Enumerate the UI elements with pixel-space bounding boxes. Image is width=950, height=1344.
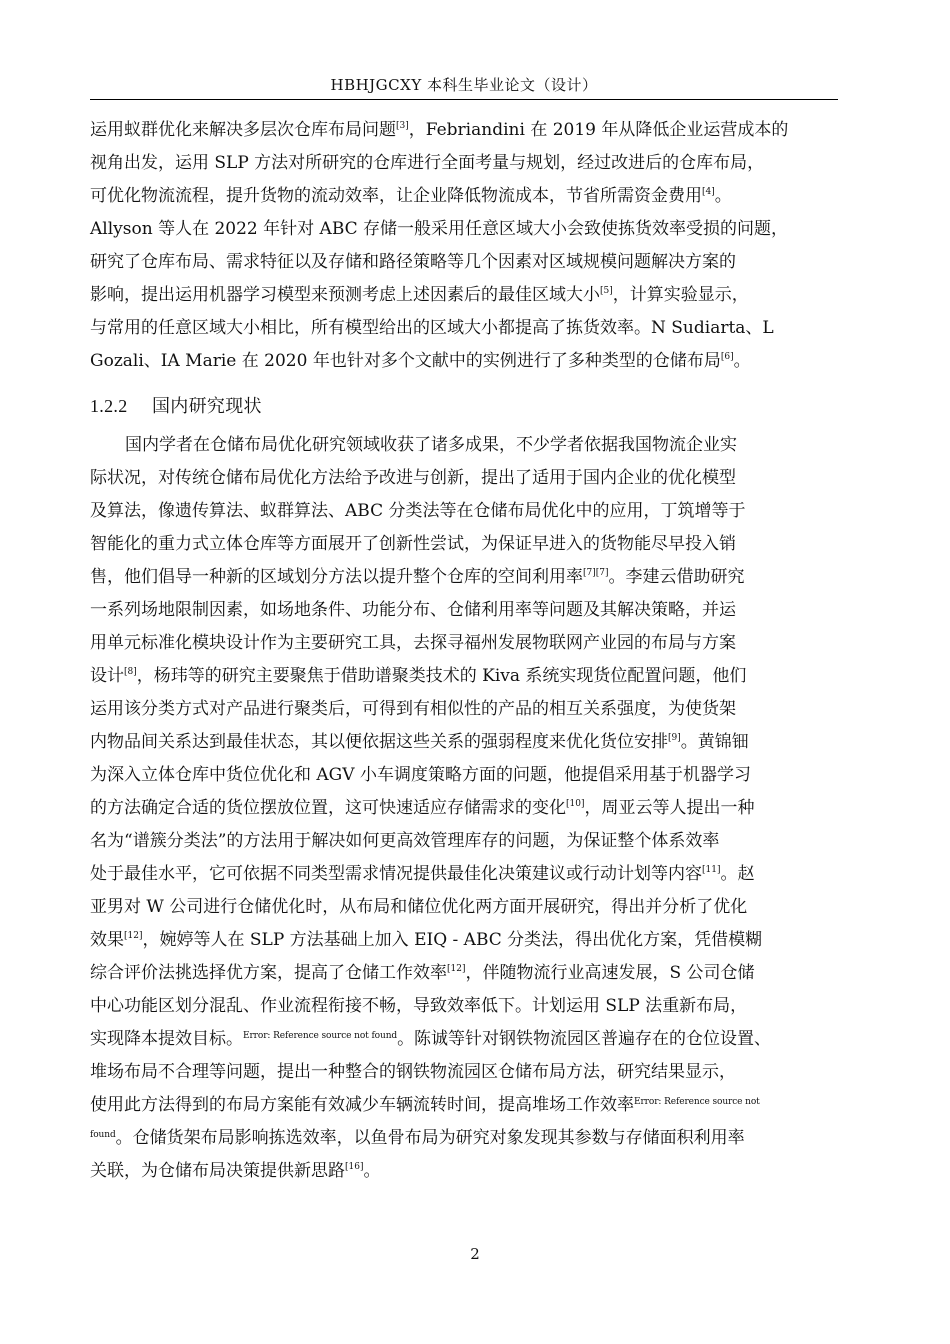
text-line <box>90 693 838 726</box>
text-line <box>90 858 838 891</box>
text-line <box>90 726 838 759</box>
citation: [3] <box>396 121 409 131</box>
reference-error: found <box>90 1130 116 1140</box>
text: ，周亚云等人提出一种 <box>584 798 755 818</box>
text: 与常用的任意区域大小相比，所有模型给出的区域大小都提高了拣货效率。N Sudiarta、L <box>90 318 774 338</box>
text: 内物品间关系达到最佳状态，其以便依据这些关系的强弱程度来优化货位安排 <box>90 732 668 752</box>
text-line <box>90 279 838 312</box>
text-line <box>90 147 838 180</box>
text-line <box>90 1089 838 1122</box>
text-line <box>90 345 838 378</box>
text-line <box>90 792 838 825</box>
citation: [16] <box>345 1162 364 1172</box>
text: Gozali、IA Marie 在 2020 年也针对多个文献中的实例进行了多种类型的仓储布局 <box>90 351 721 371</box>
text-line <box>90 1056 838 1089</box>
text: 际状况，对传统仓储布局优化方法给予改进与创新，提出了适用于国内企业的优化模型 <box>90 468 736 488</box>
page-header: HBHJGCXY 本科生毕业论文（设计） <box>330 76 598 94</box>
text: 堆场布局不合理等问题，提出一种整合的钢铁物流园区仓储布局方法，研究结果显示， <box>90 1062 736 1082</box>
text-line <box>90 825 838 858</box>
text-line <box>90 1023 838 1056</box>
text-line <box>90 495 838 528</box>
section-title: 国内研究现状 <box>152 396 262 417</box>
text-line <box>90 660 838 693</box>
text: 。仓储货架布局影响拣选效率，以鱼骨布局为研究对象发现其参数与存储面积利用率 <box>115 1128 745 1148</box>
paragraph-domestic-research <box>90 429 838 1188</box>
text-line <box>90 312 838 345</box>
text: 一系列场地限制因素，如场地条件、功能分布、仓储利用率等问题及其解决策略，并运 <box>90 600 736 620</box>
reference-error: Error: Reference source not found <box>243 1031 398 1041</box>
text: 可优化物流流程，提升货物的流动效率，让企业降低物流成本，节省所需资金费用 <box>90 186 702 206</box>
header-rule <box>90 99 838 100</box>
text-line <box>90 759 838 792</box>
citation: [8] <box>124 667 137 677</box>
citation: [11] <box>702 865 721 875</box>
citation: [9] <box>668 733 681 743</box>
citation: [12] <box>447 964 466 974</box>
text: 为深入立体仓库中货位优化和 AGV 小车调度策略方面的问题，他提倡采用基于机器学习 <box>90 765 751 785</box>
text: 及算法，像遗传算法、蚁群算法、ABC 分类法等在仓储布局优化中的应用，丁筑增等于 <box>90 501 746 521</box>
text: 。黄锦钿 <box>680 732 749 752</box>
text: 运用该分类方式对产品进行聚类后，可得到有相似性的产品的相互关系强度，为使货架 <box>90 699 736 719</box>
text: 。赵 <box>720 864 755 884</box>
text: Allyson 等人在 2022 年针对 ABC 存储一般采用任意区域大小会致使拣货效率受损的问题， <box>90 219 789 239</box>
text: ，计算实验显示， <box>612 285 749 305</box>
text: 综合评价法挑选择优方案，提高了仓储工作效率 <box>90 963 447 983</box>
citation: [12] <box>124 931 143 941</box>
text: 智能化的重力式立体仓库等方面展开了创新性尝试，为保证早进入的货物能尽早投入销 <box>90 534 736 554</box>
text: 处于最佳水平，它可依据不同类型需求情况提供最佳化决策建议或行动计划等内容 <box>90 864 702 884</box>
text-line <box>90 990 838 1023</box>
text: 。 <box>733 351 751 371</box>
text: ，伴随物流行业高速发展，S 公司仓储 <box>465 963 755 983</box>
text: 名为“谱簇分类法”的方法用于解决如何更高效管理库存的问题，为保证整个体系效率 <box>90 831 720 851</box>
text: 影响，提出运用机器学习模型来预测考虑上述因素后的最佳区域大小 <box>90 285 600 305</box>
text-line <box>90 180 838 213</box>
text: ，Febriandini 在 2019 年从降低企业运营成本的 <box>408 120 789 140</box>
citation: [5] <box>600 286 613 296</box>
text: 使用此方法得到的布局方案能有效减少车辆流转时间，提高堆场工作效率 <box>90 1095 634 1115</box>
text: 实现降本提效目标。 <box>90 1029 243 1049</box>
citation: [7][7] <box>583 568 609 578</box>
text: 。 <box>363 1161 381 1181</box>
text: 关联，为仓储布局决策提供新思路 <box>90 1161 345 1181</box>
text-line <box>90 1155 838 1188</box>
text: 设计 <box>90 666 124 686</box>
text-line <box>90 891 838 924</box>
text-line <box>90 594 838 627</box>
text-line <box>90 114 838 147</box>
text: ，杨玮等的研究主要聚焦于借助谱聚类技术的 Kiva 系统实现货位配置问题，他们 <box>136 666 747 686</box>
paragraph-foreign-research <box>90 114 838 378</box>
text-line <box>90 429 838 462</box>
text: 的方法确定合适的货位摆放位置，这可快速适应存储需求的变化 <box>90 798 566 818</box>
section-heading <box>90 392 262 418</box>
citation: [6] <box>720 352 734 362</box>
text: 运用蚁群优化来解决多层次仓库布局问题 <box>90 120 396 140</box>
text: 中心功能区划分混乱、作业流程衔接不畅，导致效率低下。计划运用 SLP 法重新布局， <box>90 996 748 1016</box>
text-line <box>90 561 838 594</box>
text-line <box>90 246 838 279</box>
text-line <box>90 528 838 561</box>
text: 售，他们倡导一种新的区域划分方法以提升整个仓库的空间利用率 <box>90 567 583 587</box>
text: 。 <box>714 186 732 206</box>
text-line <box>90 1122 838 1155</box>
text-line <box>90 213 838 246</box>
text-line <box>90 462 838 495</box>
citation: [10] <box>566 799 585 809</box>
reference-error: Error: Reference source not <box>634 1097 760 1107</box>
text: 效果 <box>90 930 124 950</box>
text-line <box>90 924 838 957</box>
text: ，婉婷等人在 SLP 方法基础上加入 EIQ - ABC 分类法，得出优化方案，凭借模糊 <box>142 930 763 950</box>
text: 视角出发，运用 SLP 方法对所研究的仓库进行全面考量与规划，经过改进后的仓库布局， <box>90 153 765 173</box>
page-number: 2 <box>470 1245 480 1263</box>
citation: [4] <box>702 187 715 197</box>
text-line <box>90 957 838 990</box>
text: 。陈诚等针对钢铁物流园区普遍存在的仓位设置、 <box>397 1029 772 1049</box>
text: 用单元标准化模块设计作为主要研究工具，去探寻福州发展物联网产业园的布局与方案 <box>90 633 736 653</box>
text: 。李建云借助研究 <box>608 567 745 587</box>
text-line <box>90 627 838 660</box>
section-number: 1.2.2 <box>90 396 128 416</box>
text: 亚男对 W 公司进行仓储优化时，从布局和储位优化两方面开展研究，得出并分析了优化 <box>90 897 748 917</box>
text: 研究了仓库布局、需求特征以及存储和路径策略等几个因素对区域规模问题解决方案的 <box>90 252 736 272</box>
text: 国内学者在仓储布局优化研究领域收获了诸多成果，不少学者依据我国物流企业实 <box>125 435 737 455</box>
